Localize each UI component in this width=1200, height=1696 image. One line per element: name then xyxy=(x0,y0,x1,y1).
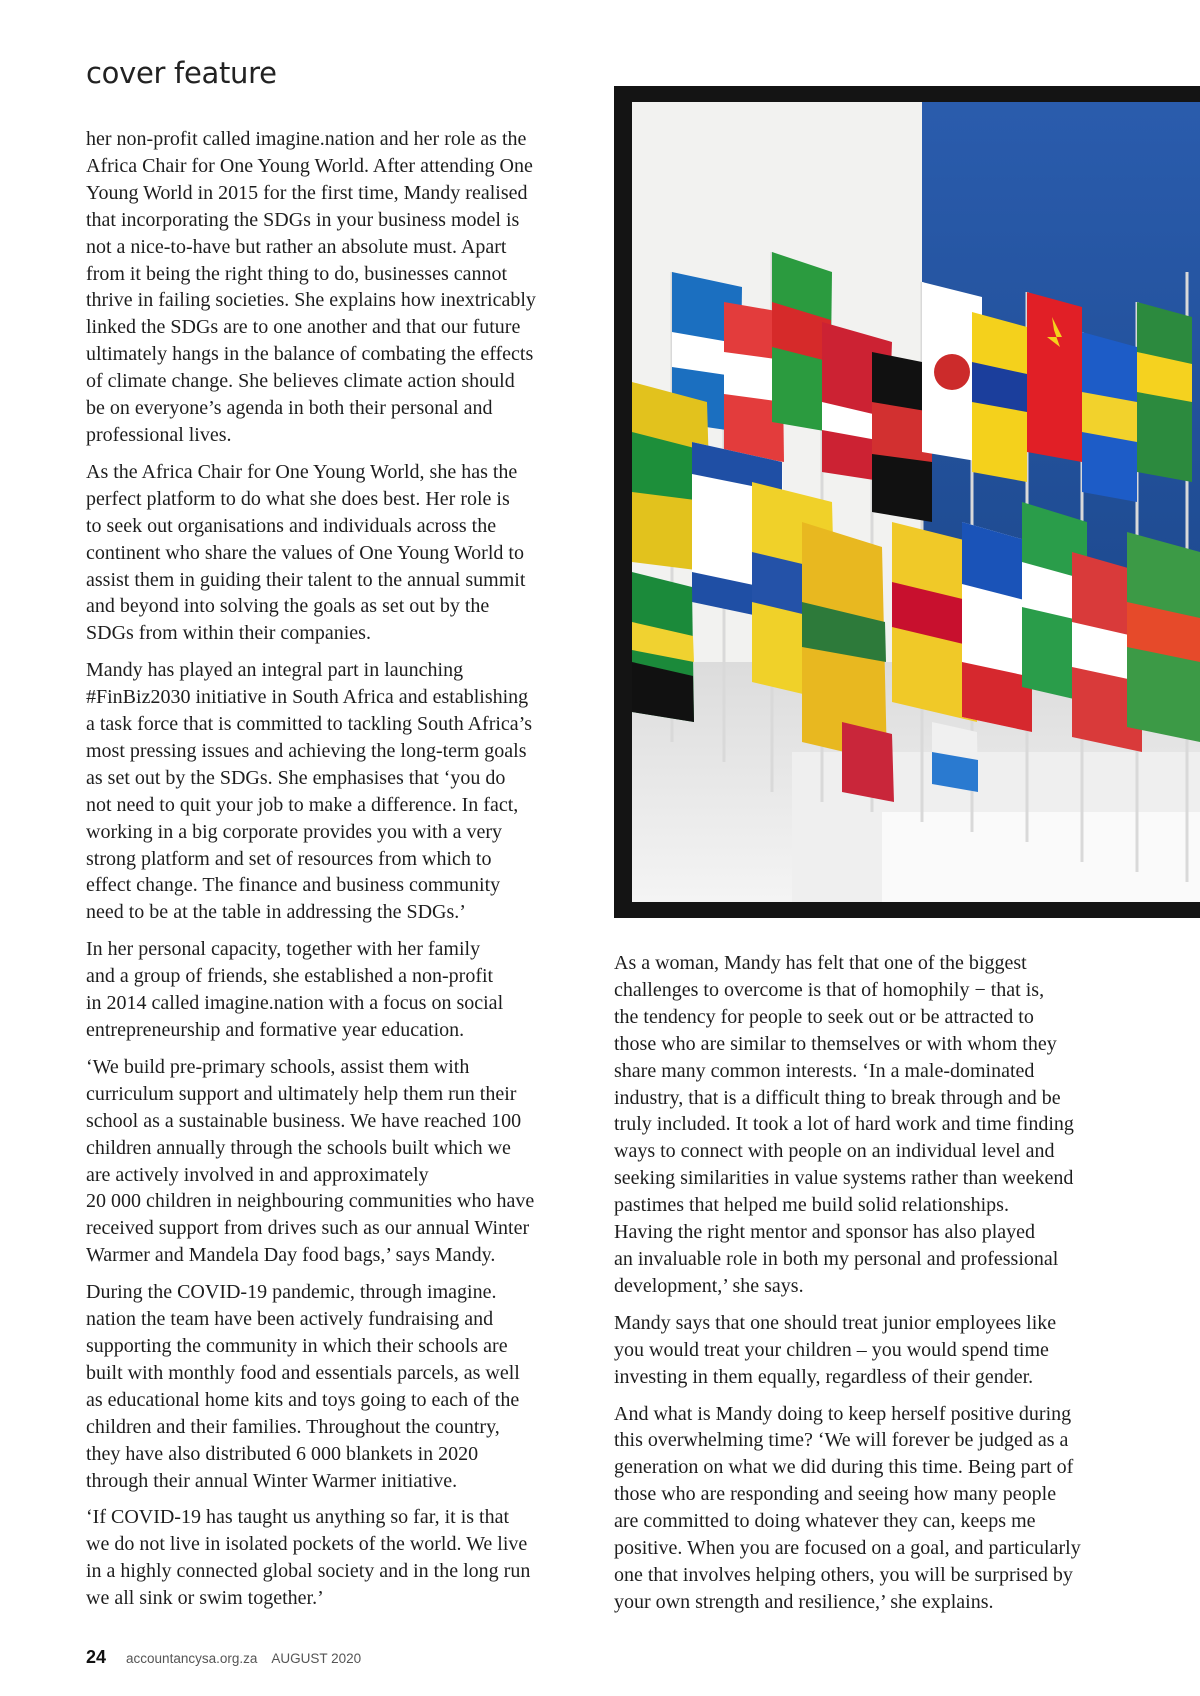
paragraph: During the COVID-19 pandemic, through imagine. nation the team have been actively fundraising and supporting the community in which their schools are built with monthly food and essentials parcels, as well as educational home kits and toys going to each of the children and their families. Throughout the country, they have also distributed 6 000 blankets in 2020 through their annual Winter Warmer initiative. xyxy=(86,1281,520,1492)
paragraph: As a woman, Mandy has felt that one of the biggest challenges to overcome is that of homophily − that is, the tendency for people to seek out or be attracted to those who are similar to themselves or with whom they share many common interests. ‘In a male-dominated industry, that is a difficult thing to break through and be truly included. It took a lot of hard work and time finding ways to connect with people on an individual level and seeking similarities in value systems rather than weekend pastimes that helped me build solid relationships. Having the right mentor and sponsor has also played an invaluable role in both my personal and professional development,’ she says. xyxy=(614,952,1074,1297)
article-column-right xyxy=(614,950,1144,1626)
article-column-left xyxy=(86,126,606,1622)
issue-date: AUGUST 2020 xyxy=(271,1651,362,1666)
paragraph: her non-profit called imagine.nation and her role as the Africa Chair for One Young World. After attending One Young World in 2015 for the first time, Mandy realised that incorporating the SDGs in your business model is not a nice-to-have but rather an absolute must. Apart from it being the right thing to do, businesses cannot thrive in failing societies. She explains how inextricably linked the SDGs are to one another and that our future ultimately hangs in the balance of combating the effects of climate change. She believes climate action should be on everyone’s agenda in both their personal and professional lives. xyxy=(86,128,536,446)
paragraph: Mandy says that one should treat junior employees like you would treat your children – you would spend time investing in them equally, regardless of their gender. xyxy=(614,1311,1057,1388)
paragraph: ‘We build pre-primary schools, assist them with curriculum support and ultimately help them run their school as a sustainable business. We have reached 100 children annually through the schools built which we are actively involved in and approximately 20 000 children in neighbouring communities who have received support from drives such as our annual Winter Warmer and Mandela Day food bags,’ says Mandy. xyxy=(86,1055,535,1267)
website-link[interactable]: accountancysa.org.za xyxy=(126,1651,258,1666)
page-number: 24 xyxy=(86,1647,107,1667)
flags-photo xyxy=(614,86,1200,918)
paragraph: In her personal capacity, together with her family and a group of friends, she established a non-profit in 2014 called imagine.nation with a focus on social entrepreneurship and formative year education. xyxy=(86,938,504,1041)
section-label: cover feature xyxy=(86,56,277,90)
paragraph: ‘If COVID-19 has taught us anything so far, it is that we do not live in isolated pockets of the world. We live in a highly connected global society and in the long run we all sink or swim together.’ xyxy=(86,1506,531,1610)
paragraph: As the Africa Chair for One Young World, she has the perfect platform to do what she does best. Her role is to seek out organisations and individuals across the continent who share the values of One Young World to assist them in guiding their talent to the annual summit and beyond into solving the goals as set out by the SDGs from within their companies. xyxy=(86,460,526,645)
page-footer xyxy=(86,1647,361,1668)
paragraph: And what is Mandy doing to keep herself positive during this overwhelming time? ‘We will forever be judged as a generation on what we did during this time. Being part of those who are responding and seeing how many people are committed to doing whatever they can, keeps me positive. When you are focused on a goal, and particularly one that involves helping others, you will be surprised by your own strength and resilience,’ she explains. xyxy=(614,1402,1081,1613)
paragraph: Mandy has played an integral part in launching #FinBiz2030 initiative in South Africa and establishing a task force that is committed to tackling South Africa’s most pressing issues and achieving the long-term goals as set out by the SDGs. She emphasises that ‘you do not need to quit your job to make a difference. In fact, working in a big corporate provides you with a very strong platform and set of resources from which to effect change. The finance and business community need to be at the table in addressing the SDGs.’ xyxy=(86,659,533,924)
flags-illustration xyxy=(632,102,1200,902)
